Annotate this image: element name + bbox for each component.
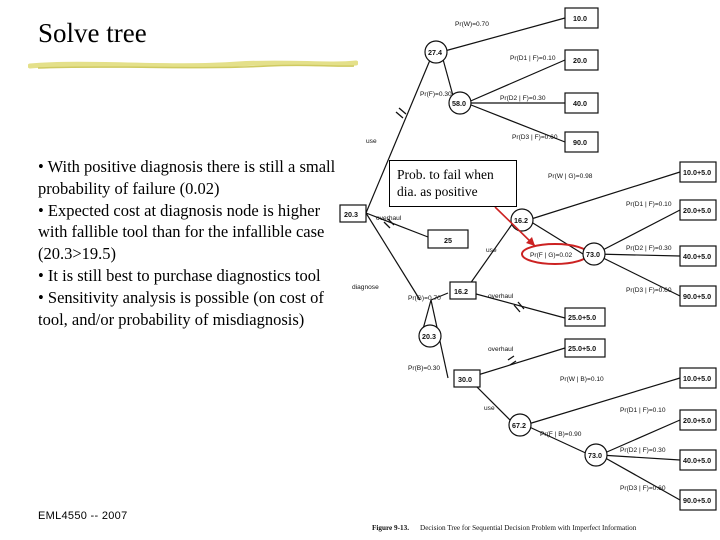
- figure-number: Figure 9-13.: [372, 524, 409, 532]
- good-use-label: use: [486, 247, 497, 254]
- use-p-fail: Pr(F)=0.30: [420, 91, 452, 98]
- bad-p-works: Pr(W | B)=0.10: [560, 376, 604, 383]
- good-overhaul-label: overhaul: [488, 293, 514, 300]
- good-out4: 90.0+5.0: [683, 292, 712, 301]
- use-p-d3: Pr(D3 | F)=0.60: [512, 134, 558, 141]
- bad-chance-value: 67.2: [512, 421, 526, 430]
- use-p-d2: Pr(D2 | F)=0.30: [500, 95, 546, 102]
- bad-p-d3: Pr(D3 | F)=0.60: [620, 485, 666, 492]
- good-p-d2: Pr(D2 | F)=0.30: [626, 245, 672, 252]
- overhaul-value: 25: [444, 236, 452, 245]
- good-decision-value: 16.2: [454, 287, 468, 296]
- use-p-works: Pr(W)=0.70: [455, 21, 489, 28]
- bad-overhaul-label: overhaul: [488, 346, 514, 353]
- good-p-works: Pr(W | G)=0.98: [548, 173, 593, 180]
- use-out1: 10.0: [573, 14, 587, 23]
- root-value: 20.3: [344, 210, 358, 219]
- use-out3: 40.0: [573, 99, 587, 108]
- good-p-fail: Pr(F | G)=0.02: [530, 252, 573, 259]
- callout-box: [389, 160, 517, 207]
- good-out2: 20.0+5.0: [683, 206, 712, 215]
- footer-course: EML4550 -- 2007: [38, 510, 128, 522]
- use-node-value: 27.4: [428, 48, 442, 57]
- slide-title: Solve tree: [38, 18, 147, 48]
- good-overhaul-out: 25.0+5.0: [568, 313, 597, 322]
- bad-p-d1: Pr(D1 | F)=0.10: [620, 407, 666, 414]
- use-out4: 90.0: [573, 138, 587, 147]
- good-out3: 40.0+5.0: [683, 252, 712, 261]
- good-out1: 10.0+5.0: [683, 168, 712, 177]
- bad-out2: 20.0+5.0: [683, 416, 712, 425]
- diagnose-node-value: 20.3: [422, 332, 436, 341]
- bad-p-d2: Pr(D2 | F)=0.30: [620, 447, 666, 454]
- bad-chance2-value: 73.0: [588, 451, 602, 460]
- diagnose-label: diagnose: [352, 284, 379, 291]
- bad-out1: 10.0+5.0: [683, 374, 712, 383]
- good-chance2-value: 73.0: [586, 250, 600, 259]
- use-out2: 20.0: [573, 56, 587, 65]
- bad-out4: 90.0+5.0: [683, 496, 712, 505]
- overhaul-label: overhaul: [376, 215, 402, 222]
- bad-p-fail: Pr(F | B)=0.90: [540, 431, 582, 438]
- good-p-d1: Pr(D1 | F)=0.10: [626, 201, 672, 208]
- bullet-item: • Sensitivity analysis is possible (on cost of tool, and/or probability of misdiagnosis): [38, 287, 324, 329]
- use-label: use: [366, 138, 377, 145]
- diagnose-p-bad: Pr(B)=0.30: [408, 365, 441, 372]
- bad-out3: 40.0+5.0: [683, 456, 712, 465]
- bullet-item: • Expected cost at diagnosis node is higher with fallible tool than for the infallible case (20.3>19.5): [38, 200, 325, 264]
- use-p-d1: Pr(D1 | F)=0.10: [510, 55, 556, 62]
- bullet-item: • With positive diagnosis there is still a small probability of failure (0.02): [38, 157, 336, 198]
- figure-caption: Decision Tree for Sequential Decision Problem with Imperfect Information: [420, 524, 637, 532]
- good-chance-value: 16.2: [514, 216, 528, 225]
- bad-decision-value: 30.0: [458, 375, 472, 384]
- bad-overhaul-out: 25.0+5.0: [568, 344, 597, 353]
- callout-text: Prob. to fail when dia. as positive: [397, 167, 494, 199]
- bad-use-label: use: [484, 405, 495, 412]
- good-p-d3: Pr(D3 | F)=0.60: [626, 287, 672, 294]
- use-node2-value: 58.0: [452, 99, 466, 108]
- diagnose-p-good: Pr(G)=0.70: [408, 295, 441, 302]
- bullet-item: • It is still best to purchase diagnostics tool: [38, 265, 321, 285]
